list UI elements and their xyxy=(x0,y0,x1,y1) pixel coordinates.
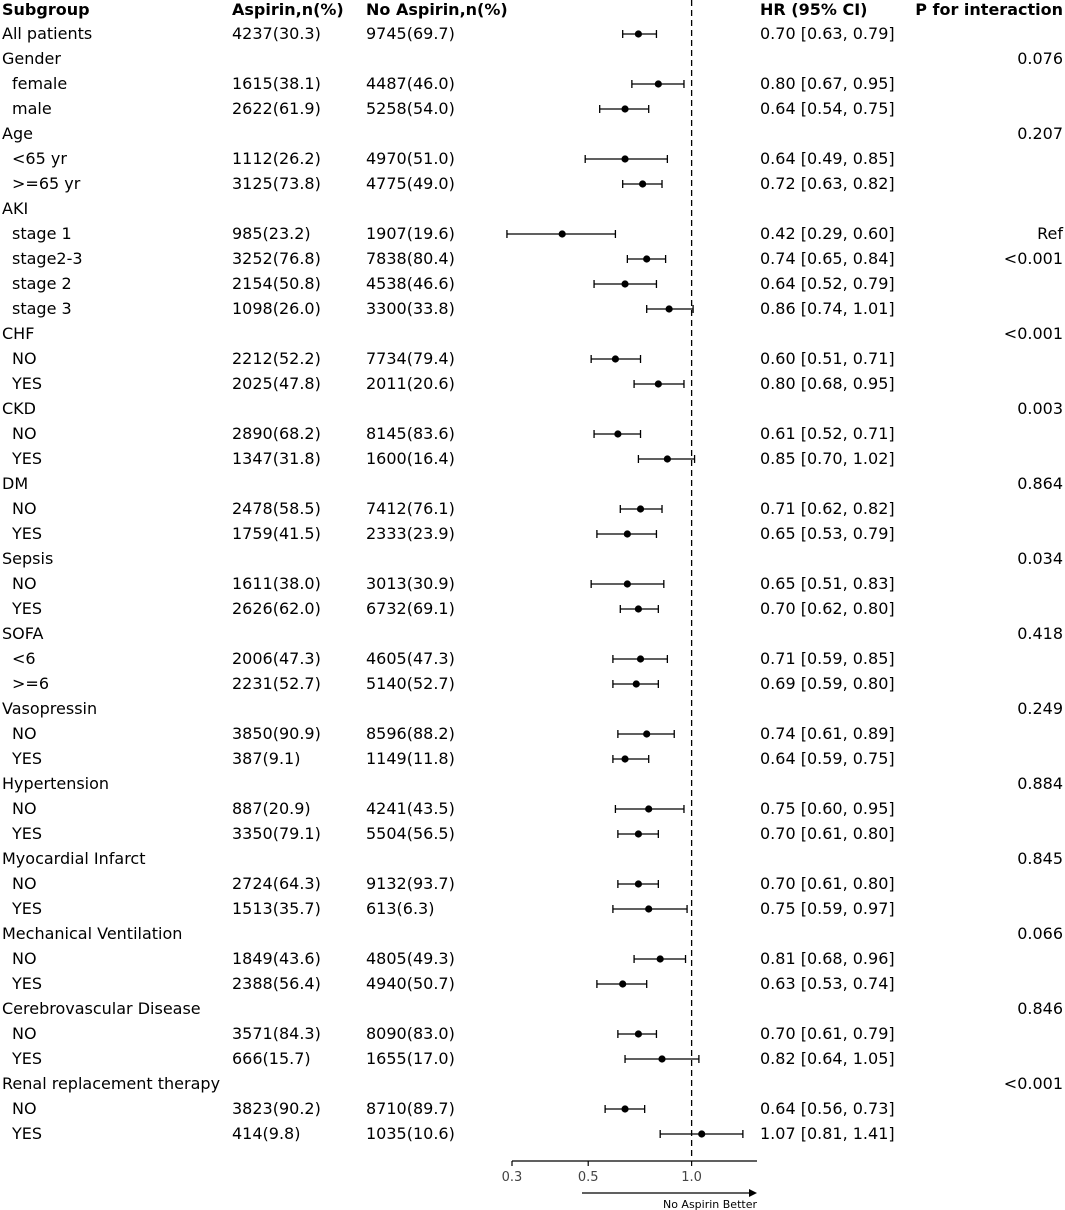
aspirin-count: 1513(35.7) xyxy=(232,899,321,918)
hr-ci-value: 0.64 [0.59, 0.75] xyxy=(760,749,895,768)
hr-point xyxy=(621,155,628,162)
hr-point xyxy=(621,1105,628,1112)
p-interaction-value: 0.003 xyxy=(1017,399,1063,418)
hr-point xyxy=(655,80,662,87)
no-aspirin-count: 8710(89.7) xyxy=(366,1099,455,1118)
p-interaction-value: <0.001 xyxy=(1003,1074,1063,1093)
p-interaction-value: 0.249 xyxy=(1017,699,1063,718)
row-label: YES xyxy=(12,899,43,918)
no-aspirin-count: 8596(88.2) xyxy=(366,724,455,743)
row-label: YES xyxy=(12,599,43,618)
aspirin-count: 1347(31.8) xyxy=(232,449,321,468)
aspirin-count: 2231(52.7) xyxy=(232,674,321,693)
no-aspirin-count: 4970(51.0) xyxy=(366,149,455,168)
row-label: stage 3 xyxy=(12,299,72,318)
hr-ci-value: 0.64 [0.56, 0.73] xyxy=(760,1099,895,1118)
aspirin-count: 2025(47.8) xyxy=(232,374,321,393)
no-aspirin-count: 1035(10.6) xyxy=(366,1124,455,1143)
no-aspirin-count: 1907(19.6) xyxy=(366,224,455,243)
arrow-label: No Aspirin Better xyxy=(662,1198,757,1210)
no-aspirin-count: 4538(46.6) xyxy=(366,274,455,293)
hr-ci-value: 0.75 [0.59, 0.97] xyxy=(760,899,895,918)
p-interaction-value: 0.864 xyxy=(1017,474,1063,493)
hr-ci-value: 0.65 [0.53, 0.79] xyxy=(760,524,895,543)
hr-point xyxy=(614,430,621,437)
row-label: Renal replacement therapy xyxy=(2,1074,221,1093)
aspirin-count: 4237(30.3) xyxy=(232,24,321,43)
row-label: YES xyxy=(12,524,43,543)
hr-ci-value: 0.72 [0.63, 0.82] xyxy=(760,174,895,193)
hr-point xyxy=(619,980,626,987)
x-tick-label: 0.5 xyxy=(577,1170,599,1185)
no-aspirin-count: 9745(69.7) xyxy=(366,24,455,43)
p-interaction-value: 0.418 xyxy=(1017,624,1063,643)
hr-ci-value: 0.75 [0.60, 0.95] xyxy=(760,799,895,818)
p-interaction-value: 0.034 xyxy=(1017,549,1063,568)
hr-ci-value: 0.65 [0.51, 0.83] xyxy=(760,574,895,593)
hr-ci-value: 0.70 [0.61, 0.79] xyxy=(760,1024,895,1043)
row-label: Gender xyxy=(2,49,61,68)
hr-ci-value: 0.61 [0.52, 0.71] xyxy=(760,424,895,443)
aspirin-count: 3252(76.8) xyxy=(232,249,321,268)
row-label: Hypertension xyxy=(2,774,110,793)
aspirin-count: 3850(90.9) xyxy=(232,724,321,743)
hr-point xyxy=(624,530,631,537)
hr-point xyxy=(621,280,628,287)
hr-ci-value: 0.64 [0.54, 0.75] xyxy=(760,99,895,118)
hr-ci-value: 0.70 [0.61, 0.80] xyxy=(760,874,895,893)
row-label: NO xyxy=(12,724,37,743)
hr-ci-value: 0.64 [0.49, 0.85] xyxy=(760,149,895,168)
hr-ci-value: 0.80 [0.68, 0.95] xyxy=(760,374,895,393)
no-aspirin-count: 6732(69.1) xyxy=(366,599,455,618)
aspirin-count: 1112(26.2) xyxy=(232,149,321,168)
row-label: >=6 xyxy=(12,674,49,693)
no-aspirin-count: 4940(50.7) xyxy=(366,974,455,993)
row-label: YES xyxy=(12,749,43,768)
hr-point xyxy=(645,805,652,812)
arrow-head xyxy=(749,1189,757,1197)
row-label: Mechanical Ventilation xyxy=(2,924,183,943)
aspirin-count: 1759(41.5) xyxy=(232,524,321,543)
row-label: AKI xyxy=(2,199,29,218)
hr-ci-value: 0.81 [0.68, 0.96] xyxy=(760,949,895,968)
hr-point xyxy=(637,505,644,512)
p-interaction-value: 0.076 xyxy=(1017,49,1063,68)
hr-ci-value: 0.63 [0.53, 0.74] xyxy=(760,974,895,993)
aspirin-count: 985(23.2) xyxy=(232,224,311,243)
no-aspirin-count: 7734(79.4) xyxy=(366,349,455,368)
row-label: <6 xyxy=(12,649,36,668)
aspirin-count: 3571(84.3) xyxy=(232,1024,321,1043)
row-label: >=65 yr xyxy=(12,174,81,193)
no-aspirin-count: 7412(76.1) xyxy=(366,499,455,518)
row-label: NO xyxy=(12,574,37,593)
row-label: YES xyxy=(12,374,43,393)
row-label: YES xyxy=(12,824,43,843)
no-aspirin-count: 4487(46.0) xyxy=(366,74,455,93)
row-label: YES xyxy=(12,1049,43,1068)
hr-point xyxy=(635,605,642,612)
hr-point xyxy=(624,580,631,587)
hr-ci-value: 0.71 [0.59, 0.85] xyxy=(760,649,895,668)
aspirin-count: 1849(43.6) xyxy=(232,949,321,968)
row-label: Myocardial Infarct xyxy=(2,849,146,868)
p-interaction-value: 0.846 xyxy=(1017,999,1063,1018)
hr-ci-value: 0.70 [0.62, 0.80] xyxy=(760,599,895,618)
aspirin-count: 387(9.1) xyxy=(232,749,301,768)
hr-point xyxy=(635,880,642,887)
no-aspirin-count: 2333(23.9) xyxy=(366,524,455,543)
no-aspirin-count: 613(6.3) xyxy=(366,899,435,918)
row-label: stage 2 xyxy=(12,274,72,293)
hr-ci-value: 0.64 [0.52, 0.79] xyxy=(760,274,895,293)
p-interaction-value: <0.001 xyxy=(1003,249,1063,268)
hr-ci-value: 0.70 [0.63, 0.79] xyxy=(760,24,895,43)
row-label: Cerebrovascular Disease xyxy=(2,999,201,1018)
aspirin-count: 1615(38.1) xyxy=(232,74,321,93)
hr-ci-value: 0.82 [0.64, 1.05] xyxy=(760,1049,895,1068)
p-interaction-value: 0.066 xyxy=(1017,924,1063,943)
aspirin-count: 887(20.9) xyxy=(232,799,311,818)
aspirin-count: 2388(56.4) xyxy=(232,974,321,993)
hr-ci-value: 0.60 [0.51, 0.71] xyxy=(760,349,895,368)
hr-ci-value: 0.70 [0.61, 0.80] xyxy=(760,824,895,843)
row-label: CKD xyxy=(2,399,36,418)
hr-ci-value: 0.80 [0.67, 0.95] xyxy=(760,74,895,93)
row-label: stage2-3 xyxy=(12,249,83,268)
hr-ci-value: 0.42 [0.29, 0.60] xyxy=(760,224,895,243)
no-aspirin-count: 2011(20.6) xyxy=(366,374,455,393)
row-label: female xyxy=(12,74,68,93)
no-aspirin-count: 1149(11.8) xyxy=(366,749,455,768)
row-label: male xyxy=(12,99,52,118)
aspirin-count: 2724(64.3) xyxy=(232,874,321,893)
hr-ci-value: 0.69 [0.59, 0.80] xyxy=(760,674,895,693)
row-label: NO xyxy=(12,424,37,443)
hr-point xyxy=(637,655,644,662)
no-aspirin-count: 4241(43.5) xyxy=(366,799,455,818)
no-aspirin-count: 5140(52.7) xyxy=(366,674,455,693)
header-subgroup: Subgroup xyxy=(2,0,90,19)
p-interaction-value: 0.207 xyxy=(1017,124,1063,143)
aspirin-count: 2626(62.0) xyxy=(232,599,321,618)
hr-point xyxy=(633,680,640,687)
x-tick-label: 0.3 xyxy=(501,1170,523,1185)
row-label: NO xyxy=(12,1024,37,1043)
no-aspirin-count: 4605(47.3) xyxy=(366,649,455,668)
hr-point xyxy=(658,1055,665,1062)
p-interaction-value: 0.845 xyxy=(1017,849,1063,868)
row-label: stage 1 xyxy=(12,224,72,243)
hr-point xyxy=(621,755,628,762)
hr-ci-value: 0.74 [0.61, 0.89] xyxy=(760,724,895,743)
no-aspirin-count: 9132(93.7) xyxy=(366,874,455,893)
no-aspirin-count: 4805(49.3) xyxy=(366,949,455,968)
row-label: Vasopressin xyxy=(2,699,98,718)
row-label: NO xyxy=(12,799,37,818)
hr-ci-value: 0.74 [0.65, 0.84] xyxy=(760,249,895,268)
hr-point xyxy=(645,905,652,912)
hr-point xyxy=(612,355,619,362)
x-axis xyxy=(502,1161,758,1210)
aspirin-count: 1611(38.0) xyxy=(232,574,321,593)
no-aspirin-count: 5258(54.0) xyxy=(366,99,455,118)
hr-point xyxy=(621,105,628,112)
row-label: CHF xyxy=(2,324,35,343)
no-aspirin-count: 3300(33.8) xyxy=(366,299,455,318)
hr-ci-value: 1.07 [0.81, 1.41] xyxy=(760,1124,895,1143)
row-label: YES xyxy=(12,974,43,993)
aspirin-count: 1098(26.0) xyxy=(232,299,321,318)
aspirin-count: 3823(90.2) xyxy=(232,1099,321,1118)
hr-point xyxy=(639,180,646,187)
hr-point xyxy=(643,255,650,262)
no-aspirin-count: 1600(16.4) xyxy=(366,449,455,468)
hr-point xyxy=(635,1030,642,1037)
row-label: Age xyxy=(2,124,33,143)
p-interaction-value: <0.001 xyxy=(1003,324,1063,343)
aspirin-count: 2212(52.2) xyxy=(232,349,321,368)
hr-point xyxy=(698,1130,705,1137)
header-aspirin: Aspirin,n(%) xyxy=(232,0,344,19)
row-label: All patients xyxy=(2,24,93,43)
aspirin-count: 3125(73.8) xyxy=(232,174,321,193)
hr-ci-value: 0.71 [0.62, 0.82] xyxy=(760,499,895,518)
forest-marks xyxy=(507,0,743,1160)
hr-point xyxy=(666,305,673,312)
header-no-aspirin: No Aspirin,n(%) xyxy=(366,0,508,19)
x-tick-label: 1.0 xyxy=(681,1170,702,1185)
row-label: YES xyxy=(12,449,43,468)
row-label: YES xyxy=(12,1124,43,1143)
p-interaction-value: Ref xyxy=(1037,224,1063,243)
hr-point xyxy=(657,955,664,962)
aspirin-count: 2006(47.3) xyxy=(232,649,321,668)
no-aspirin-count: 8145(83.6) xyxy=(366,424,455,443)
row-label: <65 yr xyxy=(12,149,67,168)
hr-point xyxy=(664,455,671,462)
hr-point xyxy=(559,230,566,237)
aspirin-count: 2478(58.5) xyxy=(232,499,321,518)
no-aspirin-count: 4775(49.0) xyxy=(366,174,455,193)
aspirin-count: 2890(68.2) xyxy=(232,424,321,443)
row-label: NO xyxy=(12,949,37,968)
aspirin-count: 414(9.8) xyxy=(232,1124,301,1143)
header-p-interaction: P for interaction xyxy=(915,0,1063,19)
no-aspirin-count: 7838(80.4) xyxy=(366,249,455,268)
row-label: Sepsis xyxy=(2,549,54,568)
p-interaction-value: 0.884 xyxy=(1017,774,1063,793)
aspirin-count: 2154(50.8) xyxy=(232,274,321,293)
no-aspirin-count: 8090(83.0) xyxy=(366,1024,455,1043)
hr-point xyxy=(635,830,642,837)
row-label: NO xyxy=(12,499,37,518)
no-aspirin-count: 5504(56.5) xyxy=(366,824,455,843)
hr-point xyxy=(655,380,662,387)
row-label: NO xyxy=(12,1099,37,1118)
aspirin-count: 3350(79.1) xyxy=(232,824,321,843)
aspirin-count: 2622(61.9) xyxy=(232,99,321,118)
no-aspirin-count: 1655(17.0) xyxy=(366,1049,455,1068)
no-aspirin-count: 3013(30.9) xyxy=(366,574,455,593)
aspirin-count: 666(15.7) xyxy=(232,1049,311,1068)
hr-ci-value: 0.85 [0.70, 1.02] xyxy=(760,449,895,468)
hr-point xyxy=(643,730,650,737)
hr-point xyxy=(635,30,642,37)
hr-ci-value: 0.86 [0.74, 1.01] xyxy=(760,299,895,318)
row-label: DM xyxy=(2,474,29,493)
row-label: NO xyxy=(12,349,37,368)
header-hr: HR (95% CI) xyxy=(760,0,868,19)
row-label: SOFA xyxy=(2,624,44,643)
row-label: NO xyxy=(12,874,37,893)
